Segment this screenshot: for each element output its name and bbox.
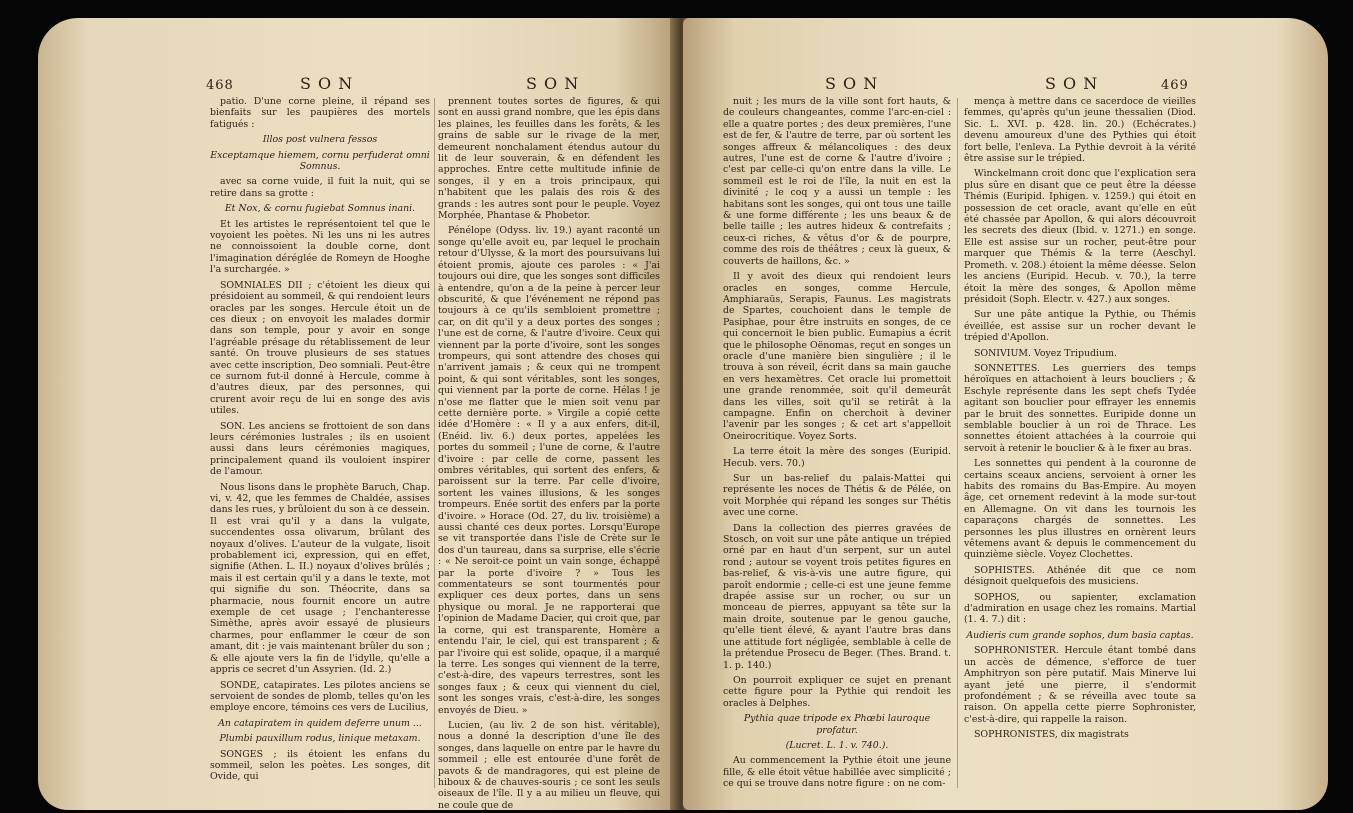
- verse-quotation: Illos post vulnera fessos: [262, 134, 378, 146]
- verse-quotation: (Lucret. L. 1. v. 740.).: [785, 739, 889, 751]
- paragraph: Lucien, (au liv. 2 de son hist. véritable), nous a donné la description d'une île des songes, dans laquelle on entre par le havre du sommeil ; elle est entourée d'une forêt de pavots & de mandragores, qui est pleine de hiboux & de chauves-souris ; ce sont les seuls oiseaux de l'île. Il y a au milieu un fleuve, qui ne coule que de: [438, 719, 660, 811]
- verse-quotation: Audieris cum grande sophos, dum basia captas.: [966, 629, 1194, 641]
- paragraph: Winckelmann croit donc que l'explication sera plus sûre en disant que ce peut être la déesse Thémis (Euripid. Iphigen. v. 1259.) qui étoit en possession de cet oracle, avant qu'elle en eût été chassée par Apollon, & qui alors découvroit les secrets des dieux (Ibid. v. 1271.) en songe. Elle est assise sur un rocher, peut-être pour marquer que Thémis & la terre (Aeschyl. Prometh. v. 208.) étoient la même déesse. Selon les anciens (Euripid. Hecub. v. 70.), la terre étoit la mère des songes, & Apollon même présidoit (Soph. Electr. v. 427.) aux songes.: [964, 168, 1196, 305]
- left-header-right: S O N: [526, 74, 580, 93]
- left-column-2: [438, 96, 660, 811]
- paragraph: SOPHOS, ou sapienter, exclamation d'admiration en usage chez les romains. Martial (1. 4. 7.) dit :: [964, 591, 1196, 626]
- verse-quotation: Et Nox, & cornu fugiebat Somnus inani.: [224, 203, 416, 215]
- right-page: [683, 18, 1328, 810]
- right-header-left: S O N: [825, 74, 879, 93]
- paragraph: Et les artistes le représentoient tel que le voyoient les poètes. Ni les uns ni les autres ne connoissoient la double corne, dont l'imagination déréglée de Romeyn de Hooghe l'a surchargée. »: [210, 218, 430, 276]
- paragraph: SONIVIUM. Voyez Tripudium.: [974, 347, 1117, 359]
- paragraph: Nous lisons dans le prophète Baruch, Chap. vi, v. 42, que les femmes de Chaldée, assises dans les rues, y brûloient du son à ce dessein. Il est vrai qu'il y a dans la vulgate, succendentes ossa olivarum, brûlant des noyaux d'olives. L'auteur de la vulgate, lisoit probablement ici, expression, qui en effet, signifie (Athen. L. II.) noyaux d'olives brûlés ; mais il est certain qu'il y a dans le texte, mot qui signifie du son. Théocrite, dans sa pharmacie, nous fournit encore un autre exemple de cet usage ; l'enchanteresse Simèthe, après avoir essayé de plusieurs charmes, pour enflammer le cœur de son amant, dit : je vais maintenant brûler du son ; & elle ajoute vers la fin de l'idylle, qu'elle a appris ce secret d'un Assyrien. (Id. 2.): [210, 481, 430, 676]
- column-divider: [434, 98, 435, 788]
- paragraph: nuit ; les murs de la ville sont fort hauts, & de couleurs changeantes, comme l'arc-en-ciel : elle a quatre portes ; des deux premières, l'une est de fer, & l'autre de terre, par où sortent les songes affreux & mélancoliques : des deux autres, l'une est de corne & l'autre d'ivoire ; c'est par celle-ci qu'on entre dans la ville. Le sommeil est le roi de l'île, la nuit en est la divinité ; le coq y a aussi un temple : les habitans sont les songes, qui ont tous une taille & une forme différente ; les uns beaux & de belle taille ; les autres hideux & contrefaits ; ceux-ci riches, & vêtus d'or & de pourpre, comme des rois de théâtres ; ceux là gueux, & couverts de haillons, &c. »: [723, 96, 951, 267]
- right-header-right: S O N: [1045, 74, 1099, 93]
- paragraph: Dans la collection des pierres gravées de Stosch, on voit sur une pâte antique un trépied orné par en haut d'un serpent, sur un autel rond ; autour se voyent trois petites figures en bas-relief, & vis-à-vis une autre figure, qui paroît endormie ; celle-ci est une jeune femme drapée assise sur un rocher, ou sur un monceau de pierres, appuyant sa tête sur la main droite, soutenue par le genou gauche, qu'elle tient élevé, & ayant l'autre bras dans une attitude fort négligée, semblable à celle de la prétendue Prosecu de Beger. (Thes. Brand. t. 1. p. 140.): [723, 522, 951, 671]
- paragraph: mença à mettre dans ce sacerdoce de vieilles femmes, qu'après qu'un jeune thessalien (Diod. Sic. L. XVI. p. 428. lin. 20.) (Echécrates.) devenu amoureux d'une des Pythies qui étoit fort belle, l'enleva. La Pythie devroit à la vérité être assise sur le trépied.: [964, 96, 1196, 165]
- verse-quotation: An catapiratem in quidem deferre unum ...: [218, 717, 422, 729]
- column-divider: [957, 98, 958, 788]
- paragraph: patio. D'une corne pleine, il répand ses bienfaits sur les paupières des mortels fatigués :: [210, 96, 430, 130]
- paragraph: Sur une pâte antique la Pythie, ou Thémis éveillée, est assise sur un rocher devant le trépied d'Apollon.: [964, 309, 1196, 344]
- paragraph: On pourroit expliquer ce sujet en prenant cette figure pour la Pythie qui rendoit les oracles à Delphes.: [723, 674, 951, 709]
- paragraph: avec sa corne vuide, il fuit la nuit, qui se retire dans sa grotte :: [210, 176, 430, 199]
- left-header-left: S O N: [300, 74, 354, 93]
- paragraph: SOMNIALES DII ; c'étoient les dieux qui présidoient au sommeil, & qui rendoient leurs oracles par les songes. Hercule étoit un de ces dieux ; on envoyoit les malades dormir dans son temple, pour y avoir en songe l'agréable présage du rétablissement de leur santé. On trouve plusieurs de ses statues avec cette inscription, Deo somniali. Peut-être ce surnom fut-il donné à Hercule, comme à d'autres dieux, par des personnes, qui crurent avoir reçu de lui en songe des avis utiles.: [210, 279, 430, 417]
- left-page: [38, 18, 678, 810]
- verse-quotation: Plumbi pauxillum rodus, linique metaxam.: [219, 733, 421, 745]
- right-column-2: [964, 96, 1196, 796]
- verse-quotation: Pythia quae tripode ex Phœbi lauroque profatur.: [743, 713, 931, 736]
- paragraph: Les sonnettes qui pendent à la couronne de certains sceaux anciens, servoient à orner les habits des romains du Bas-Empire. Au moyen âge, cet ornement redevint à la mode sur-tout en Allemagne. On vit dans les tournois les caparaçons chargés de sonnettes. Les personnes les plus illustres en ornèrent leurs vêtemens avant & depuis le commencement du quinzième siècle. Voyez Clochettes.: [964, 458, 1196, 561]
- paragraph: La terre étoit la mère des songes (Euripid. Hecub. vers. 70.): [723, 446, 951, 469]
- open-book: [38, 18, 1328, 810]
- left-column-1: [210, 96, 430, 796]
- paragraph: Pénélope (Odyss. liv. 19.) ayant raconté un songe qu'elle avoit eu, par lequel le prochain retour d'Ulysse, & la mort des poursuivans lui étoient promis, ajoute ces paroles : « J'ai toujours oui dire, que les songes sont difficiles à entendre, qu'on a de la peine à percer leur obscurité, & que l'événement ne répond pas toujours à ce qu'ils sembloient promettre ; car, on dit qu'il y a deux portes des songes ; l'une est de corne, & l'autre d'ivoire. Ceux qui viennent par la porte d'ivoire, sont les songes trompeurs, qui sont attendre des choses qui n'arrivent jamais ; & ceux qui ne trompent point, & qui sont véritables, sont les songes, qui viennent par la porte de corne. Hélas ! je n'ose me flatter que le mien soit venu par cette dernière porte. » Virgile a copié cette idée d'Homère : « Il y a aux enfers, dit-il, (Enéid. liv. 6.) deux portes, appelées les portes du sommeil ; l'une de corne, & l'autre d'ivoire : par celle de corne, passent les ombres véritables, qui sortent des enfers, & paroissent sur la terre. Par celle d'ivoire, sortent les vaines illusions, & les songes trompeurs. Enée sortit des enfers par la porte d'ivoire. » Horace (Od. 27, du liv. troisième) a aussi chanté ces deux portes. Lorsqu'Europe se vit transportée dans l'isle de Crète sur le dos d'un taureau, dans sa surprise, elle s'écrie : « Ne seroit-ce point un vain songe, échappé par la porte d'ivoire ? » Tous les commentateurs se sont tourmentés pour expliquer ces deux portes, dans un sens physique ou moral. Je ne rapporterai que l'opinion de Madame Dacier, qui croit que, par la corne, qui est transparente, Homère a entendu l'air, le ciel, qui est transparent ; & par l'ivoire qui est solide, opaque, il a marqué la terre. Les songes qui viennent de la terre, c'est-à-dire, des vapeurs terrestres, sont les songes faux ; & ceux qui viennent du ciel, sont les songes vrais, c'est-à-dire, les songes envoyés de Dieu. »: [438, 225, 660, 716]
- paragraph: Au commencement la Pythie étoit une jeune fille, & elle étoit vêtue habillée avec simplicité ; ce qui se trouve dans notre figure : on ne com-: [723, 755, 951, 790]
- paragraph: Il y avoit des dieux qui rendoient leurs oracles en songes, comme Hercule, Amphiaraüs, Serapis, Faunus. Les magistrats de Spartes, couchoient dans le temple de Pasiphae, pour être instruits en songes, de ce qui concernoit le bien public. Eumapius a écrit que le philosophe Oënomas, reçut en songes un oracle d'une manière bien singulière ; il le trouva à son réveil, écrit dans sa main gauche en vers hexamètres. Cet oracle lui promettoit une grande renommée, soit qu'il demeurât dans les villes, soit qu'il se retirât à la campagne. Enfin on cherchoit à deviner l'avenir par les songes ; & cet art s'appelloit Oneirocritique. Voyez Sorts.: [723, 271, 951, 442]
- paragraph: SOPHRONISTER. Hercule étant tombé dans un accès de démence, s'efforce de tuer Amphitryon son père putatif. Mais Minerve lui ayant jeté une pierre, il s'endormit profondément ; & se réveilla avec toute sa raison. On appella cette pierre Sophronister, c'est-à-dire, qui rappelle la raison.: [964, 645, 1196, 725]
- verse-quotation: Exceptamque hiemem, cornu perfuderat omni Somnus.: [210, 149, 430, 173]
- paragraph: SON. Les anciens se frottoient de son dans leurs cérémonies lustrales ; ils en usoient aussi dans leurs cérémonies magiques, principalement quand ils vouloient inspirer de l'amour.: [210, 420, 430, 478]
- paragraph: SONGES ; ils étoient les enfans du sommeil, selon les poètes. Les songes, dit Ovide, qui: [210, 748, 430, 783]
- right-column-1: [723, 96, 951, 796]
- paragraph: prennent toutes sortes de figures, & qui sont en aussi grand nombre, que les épis dans les plaines, les feuilles dans les forêts, & les grains de sable sur le rivage de la mer, demeurent nonchalament étendus autour du lit de leur souverain, & en défendent les approches. Entre cette multitude infinie de songes, il y en a trois principaux, qui n'habitent que les palais des rois & des grands : les autres sont pour le peuple. Voyez Morphée, Phantase & Phobetor.: [438, 96, 660, 222]
- paragraph: SOPHRONISTES, dix magistrats: [974, 729, 1129, 741]
- right-page-number: 469: [1161, 78, 1189, 93]
- paragraph: SONNETTES. Les guerriers des temps héroïques en attachoient à leurs boucliers ; & Eschyle représente dans les sept chefs Tydée agitant son bouclier pour effrayer les ennemis par le bruit des sonnettes. Euripide donne un semblable bouclier à un roi de Thrace. Les sonnettes étoient attachées à la courroie qui servoit à retenir le bouclier & à le fixer au bras.: [964, 362, 1196, 454]
- paragraph: Sur un bas-relief du palais-Mattei qui représente les noces de Thétis & de Pélée, on voit Morphée qui répand les songes sur Thétis avec une corne.: [723, 473, 951, 519]
- left-page-number: 468: [206, 78, 234, 93]
- paragraph: SOPHISTES. Athénée dit que ce nom désignoit quelquefois des musiciens.: [964, 564, 1196, 588]
- paragraph: SONDE, catapirates. Les pilotes anciens se servoient de sondes de plomb, telles qu'on les employe encore, témoins ces vers de Lucilius,: [210, 679, 430, 714]
